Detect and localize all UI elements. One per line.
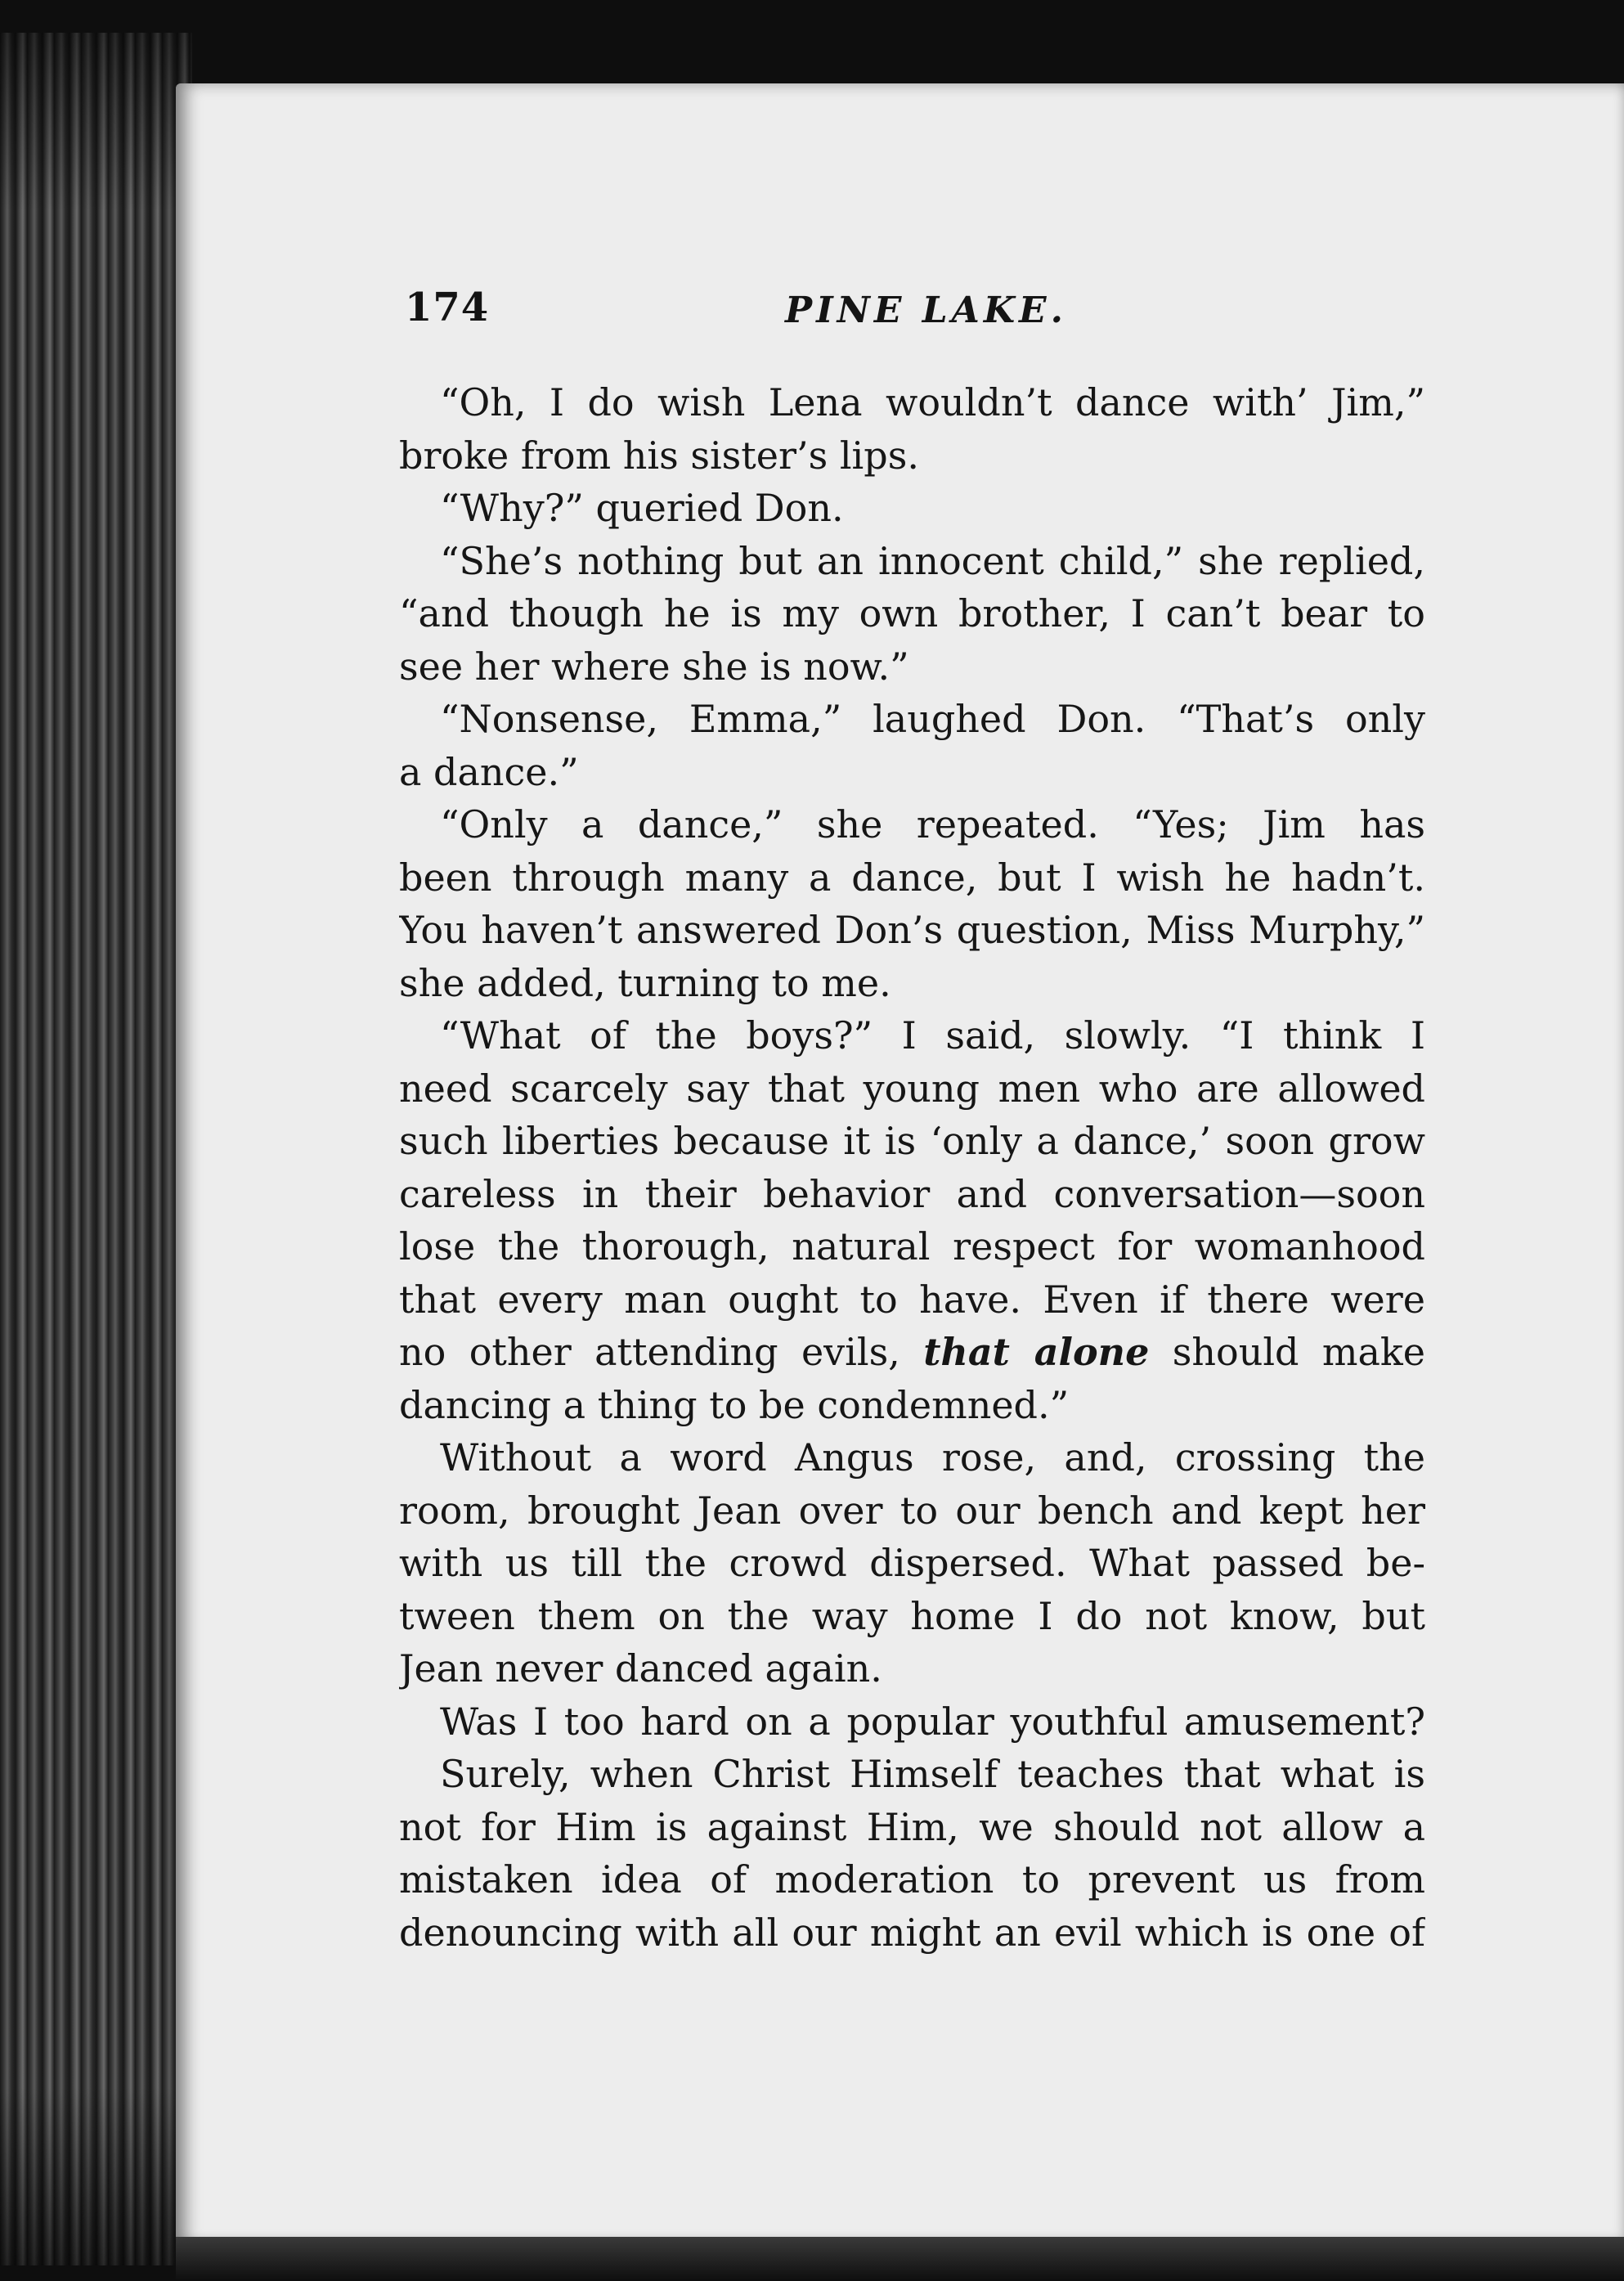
text-line: Surely, when Christ Himself teaches that what is [440, 1752, 1425, 1796]
text-line: Jean never danced again. [399, 1646, 882, 1691]
text-line: You haven’t answered Don’s question, Miss Murphy,” [399, 908, 1425, 952]
body-text [399, 376, 1425, 1959]
page-number: 174 [405, 285, 490, 330]
text-line: denouncing with all our might an evil which is one of [399, 1910, 1425, 1955]
text-line: that every man ought to have. Even if there were [399, 1277, 1425, 1322]
running-head [405, 285, 1427, 342]
text-line: broke from his sister’s lips. [399, 433, 919, 478]
text-line: room, brought Jean over to our bench and kept her [399, 1488, 1425, 1533]
text-line: “What of the boys?” I said, slowly. “I think I [440, 1013, 1425, 1057]
text-line: Without a word Angus rose, and, crossing the [440, 1435, 1425, 1480]
text-segment: no other attending evils, [399, 1330, 924, 1374]
emphasized-text: that alone [923, 1330, 1150, 1374]
text-line: mistaken idea of moderation to prevent us from [399, 1857, 1425, 1902]
text-line: need scarcely say that young men who are allowed [399, 1066, 1425, 1111]
text-line: “and though he is my own brother, I can’t bear to [399, 591, 1425, 635]
text-line: “Only a dance,” she repeated. “Yes; Jim has [440, 802, 1425, 846]
text-line: “Why?” queried Don. [440, 486, 844, 530]
text-line [399, 1326, 1425, 1379]
text-line: careless in their behavior and conversation—soon [399, 1171, 1425, 1216]
text-line: such liberties because it is ‘only a dance,’ soon grow [399, 1119, 1425, 1163]
page-bottom-shadow [176, 2237, 1624, 2281]
text-line: “Nonsense, Emma,” laughed Don. “That’s only [440, 697, 1425, 741]
text-segment: should make [1149, 1330, 1425, 1374]
text-line: a dance.” [399, 749, 579, 794]
text-line: she added, turning to me. [399, 960, 891, 1005]
text-line: see her where she is now.” [399, 644, 909, 689]
text-line: “She’s nothing but an innocent child,” she replied, [440, 538, 1425, 583]
book-title: PINE LAKE. [785, 290, 1067, 331]
text-line: “Oh, I do wish Lena wouldn’t dance with’ Jim,” [440, 380, 1425, 424]
text-line: dancing a thing to be condemned.” [399, 1382, 1070, 1427]
text-line: with us till the crowd dispersed. What passed be- [399, 1541, 1425, 1585]
text-line: Was I too hard on a popular youthful amusement? [440, 1699, 1425, 1744]
book-page-edges [0, 33, 192, 2265]
text-line: tween them on the way home I do not know, but [399, 1593, 1425, 1638]
text-line: been through many a dance, but I wish he hadn’t. [399, 855, 1425, 900]
text-line: not for Him is against Him, we should not allow a [399, 1804, 1425, 1849]
text-line: lose the thorough, natural respect for womanhood [399, 1224, 1425, 1268]
